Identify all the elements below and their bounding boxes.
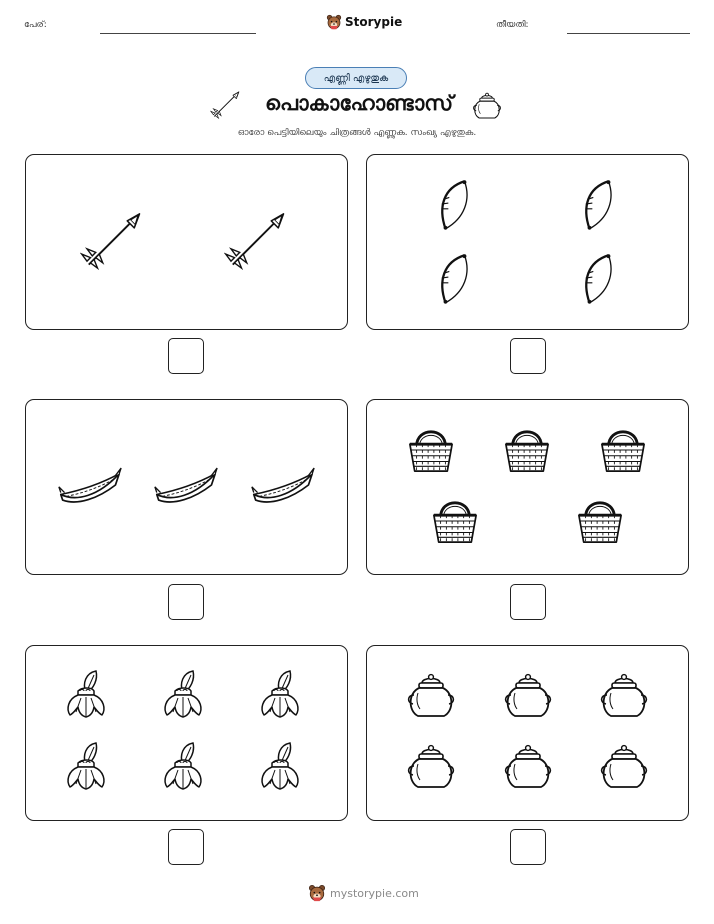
bow-icon [580, 252, 618, 306]
basket-icon [503, 425, 551, 475]
pot-icon [503, 673, 553, 719]
bow-icon [436, 178, 474, 232]
date-label: തീയതി: [496, 20, 529, 30]
pot-icon [472, 92, 502, 120]
answer-box-headdresses[interactable] [168, 829, 204, 865]
basket-icon [431, 496, 479, 546]
basket-icon [407, 425, 455, 475]
arrow-icon [210, 90, 244, 120]
instructions: ഓരോ പെട്ടിയിലെയും ചിത്രങ്ങൾ എണ്ണുക. സംഖ്യ എഴുതുക. [237, 128, 477, 138]
name-line[interactable] [100, 33, 256, 34]
footer [308, 884, 419, 902]
pot-icon [503, 744, 553, 790]
count-box-arrows [25, 154, 348, 330]
bow-icon [580, 178, 618, 232]
answer-box-baskets[interactable] [510, 584, 546, 620]
canoe-icon [250, 464, 316, 506]
answer-box-arrows[interactable] [168, 338, 204, 374]
date-line[interactable] [567, 33, 690, 34]
feather-headdress-icon [258, 669, 302, 719]
brand-name: Storypie [345, 15, 403, 29]
canoe-icon [153, 464, 219, 506]
feather-headdress-icon [64, 669, 108, 719]
arrow-icon [80, 208, 150, 274]
arrow-icon [224, 208, 294, 274]
answer-box-pots[interactable] [510, 829, 546, 865]
canoe-icon [57, 464, 123, 506]
bear-logo-icon [308, 884, 326, 902]
basket-icon [576, 496, 624, 546]
pot-icon [406, 744, 456, 790]
answer-box-bows[interactable] [510, 338, 546, 374]
activity-badge: എണ്ണി എഴുതുക [305, 67, 407, 89]
count-box-bows [366, 154, 689, 330]
pot-icon [599, 744, 649, 790]
footer-url[interactable]: mystorypie.com [330, 886, 419, 900]
brand [326, 14, 402, 30]
feather-headdress-icon [258, 741, 302, 791]
answer-box-canoes[interactable] [168, 584, 204, 620]
count-box-pots [366, 645, 689, 821]
basket-icon [599, 425, 647, 475]
bear-logo-icon [326, 14, 342, 30]
feather-headdress-icon [161, 669, 205, 719]
bow-icon [436, 252, 474, 306]
feather-headdress-icon [161, 741, 205, 791]
pot-icon [599, 673, 649, 719]
feather-headdress-icon [64, 741, 108, 791]
pot-icon [406, 673, 456, 719]
page-title: പൊകാഹോണ്ടാസ് [264, 91, 454, 115]
name-label: പേര്: [24, 20, 47, 30]
